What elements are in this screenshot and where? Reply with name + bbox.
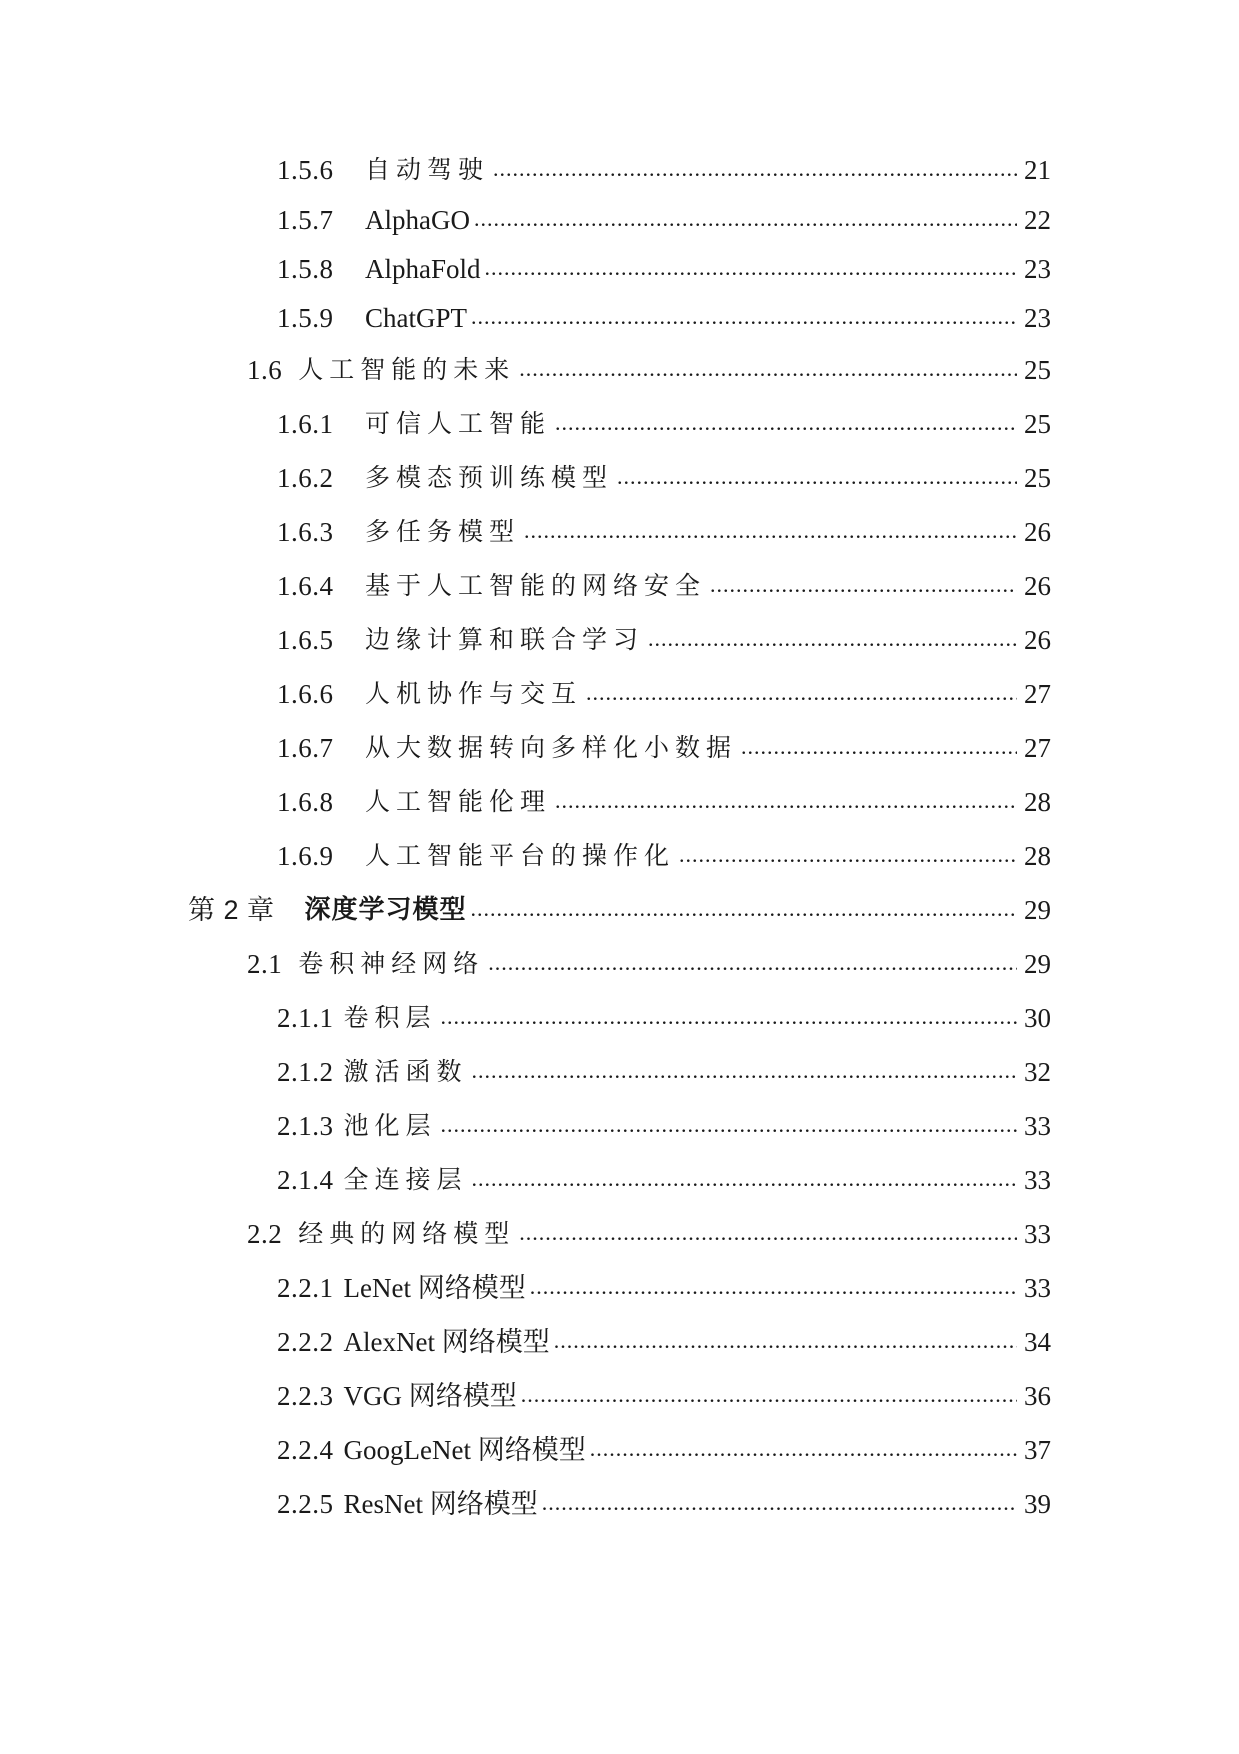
toc-entry-2-1[interactable] — [247, 940, 1051, 980]
toc-title: GoogLeNet 网络模型 — [343, 1435, 586, 1465]
toc-number: 1.6.1 — [277, 409, 334, 439]
toc-number: 1.5.6 — [277, 155, 334, 185]
toc-number: 2.2 — [247, 1219, 283, 1249]
dot-leader — [555, 788, 1017, 814]
dot-leader — [488, 950, 1017, 976]
toc-title: 边缘计算和联合学习 — [365, 625, 645, 654]
toc-entry-1-6-4[interactable] — [277, 562, 1051, 602]
toc-page-number: 33 — [1024, 1111, 1051, 1141]
toc-entry-1-6-7[interactable] — [277, 724, 1051, 764]
dot-leader — [441, 1112, 1017, 1138]
toc-title: 人工智能的未来 — [298, 355, 516, 384]
dot-leader — [590, 1436, 1017, 1462]
dot-leader — [555, 410, 1017, 436]
toc-title: AlphaGO — [365, 205, 470, 235]
toc-entry-2-1-1[interactable] — [277, 994, 1051, 1034]
toc-title: 激活函数 — [343, 1057, 468, 1086]
toc-number: 2.1.4 — [277, 1165, 334, 1195]
toc-entry-1-5-6[interactable] — [277, 146, 1051, 186]
toc-entry-2-2-3[interactable] — [277, 1372, 1051, 1412]
dot-leader — [472, 1058, 1017, 1084]
toc-number: 1.6.8 — [277, 787, 334, 817]
toc-chapter-title: 深度学习模型 — [304, 895, 467, 925]
toc-entry-1-6-2[interactable] — [277, 454, 1051, 494]
toc-number: 2.1 — [247, 949, 283, 979]
dot-leader — [741, 734, 1017, 760]
toc-page-number: 21 — [1024, 155, 1051, 185]
toc-page-number: 27 — [1024, 733, 1051, 763]
toc-title: 卷积神经网络 — [298, 949, 485, 978]
toc-page-number: 37 — [1024, 1435, 1051, 1465]
toc-page-number: 33 — [1024, 1165, 1051, 1195]
toc-page-number: 39 — [1024, 1489, 1051, 1519]
dot-leader — [471, 304, 1017, 330]
dot-leader — [710, 572, 1017, 598]
toc-title: 全连接层 — [343, 1165, 468, 1194]
toc-page-number: 26 — [1024, 625, 1051, 655]
dot-leader — [474, 206, 1017, 232]
toc-page-number: 34 — [1024, 1327, 1051, 1357]
toc-number: 1.5.7 — [277, 205, 334, 235]
toc-number: 1.6.4 — [277, 571, 334, 601]
toc-page-number: 36 — [1024, 1381, 1051, 1411]
toc-number: 1.5.9 — [277, 303, 334, 333]
toc-chapter-2[interactable] — [188, 886, 1051, 926]
toc-title: 池化层 — [343, 1111, 437, 1140]
toc-title: 从大数据转向多样化小数据 — [365, 733, 738, 762]
toc-page-number: 22 — [1024, 205, 1051, 235]
toc-title: 人工智能伦理 — [365, 787, 552, 816]
dot-leader — [485, 255, 1017, 281]
dot-leader — [493, 156, 1017, 182]
toc-title: ChatGPT — [365, 303, 468, 333]
toc-number: 2.2.5 — [277, 1489, 334, 1519]
dot-leader — [524, 518, 1017, 544]
toc-entry-1-5-8[interactable] — [277, 245, 1051, 285]
toc-number: 2.1.3 — [277, 1111, 334, 1141]
toc-title: 自动驾驶 — [365, 155, 490, 184]
dot-leader — [472, 1166, 1017, 1192]
toc-entry-2-1-3[interactable] — [277, 1102, 1051, 1142]
toc-chapter-number: 第 2 章 — [188, 895, 275, 925]
toc-entry-1-6-1[interactable] — [277, 400, 1051, 440]
dot-leader — [471, 896, 1017, 922]
dot-leader — [586, 680, 1017, 706]
toc-page-number: 25 — [1024, 409, 1051, 439]
toc-entry-2-2-5[interactable] — [277, 1480, 1051, 1520]
dot-leader — [648, 626, 1017, 652]
toc-page-number: 29 — [1024, 895, 1051, 925]
toc-number: 1.6.3 — [277, 517, 334, 547]
toc-title: AlexNet 网络模型 — [343, 1327, 550, 1357]
toc-page-number: 30 — [1024, 1003, 1051, 1033]
toc-number: 1.6.5 — [277, 625, 334, 655]
toc-number: 1.6.6 — [277, 679, 334, 709]
toc-entry-1-5-9[interactable] — [277, 294, 1051, 334]
toc-entry-1-6-8[interactable] — [277, 778, 1051, 818]
dot-leader — [542, 1490, 1017, 1516]
toc-title: 卷积层 — [343, 1003, 437, 1032]
toc-title: ResNet 网络模型 — [343, 1489, 538, 1519]
toc-entry-1-6-3[interactable] — [277, 508, 1051, 548]
toc-entry-2-2-1[interactable] — [277, 1264, 1051, 1304]
toc-number: 1.6.9 — [277, 841, 334, 871]
toc-number: 1.5.8 — [277, 254, 334, 284]
toc-number: 2.2.4 — [277, 1435, 334, 1465]
toc-title: 人机协作与交互 — [365, 679, 583, 708]
toc-page-number: 23 — [1024, 303, 1051, 333]
toc-number: 2.2.3 — [277, 1381, 334, 1411]
dot-leader — [521, 1382, 1017, 1408]
toc-page-number: 33 — [1024, 1273, 1051, 1303]
toc-page-number: 26 — [1024, 571, 1051, 601]
dot-leader — [519, 356, 1017, 382]
toc-entry-2-2-4[interactable] — [277, 1426, 1051, 1466]
dot-leader — [530, 1274, 1017, 1300]
toc-title: 可信人工智能 — [365, 409, 552, 438]
toc-title: 多模态预训练模型 — [365, 463, 614, 492]
toc-entry-2-2-2[interactable] — [277, 1318, 1051, 1358]
toc-title: 多任务模型 — [365, 517, 521, 546]
toc-number: 2.1.2 — [277, 1057, 334, 1087]
toc-page-number: 26 — [1024, 517, 1051, 547]
toc-page-number: 28 — [1024, 841, 1051, 871]
dot-leader — [617, 464, 1017, 490]
toc-entry-2-1-2[interactable] — [277, 1048, 1051, 1088]
toc-page-number: 33 — [1024, 1219, 1051, 1249]
toc-number: 1.6 — [247, 355, 283, 385]
toc-title: 基于人工智能的网络安全 — [365, 571, 707, 600]
toc-entry-1-6-5[interactable] — [277, 616, 1051, 656]
toc-entry-1-5-7[interactable] — [277, 196, 1051, 236]
toc-page-number: 27 — [1024, 679, 1051, 709]
toc-entry-2-1-4[interactable] — [277, 1156, 1051, 1196]
toc-page-number: 25 — [1024, 463, 1051, 493]
toc-page-number: 32 — [1024, 1057, 1051, 1087]
toc-page-number: 25 — [1024, 355, 1051, 385]
toc-title: AlphaFold — [365, 254, 481, 284]
toc-title: 人工智能平台的操作化 — [365, 841, 676, 870]
toc-number: 2.2.1 — [277, 1273, 334, 1303]
toc-entry-1-6-6[interactable] — [277, 670, 1051, 710]
toc-title: 经典的网络模型 — [298, 1219, 516, 1248]
toc-page-number: 28 — [1024, 787, 1051, 817]
dot-leader — [519, 1220, 1017, 1246]
toc-number: 1.6.2 — [277, 463, 334, 493]
toc-title: VGG 网络模型 — [343, 1381, 517, 1411]
toc-number: 2.1.1 — [277, 1003, 334, 1033]
dot-leader — [679, 842, 1017, 868]
toc-page-number: 23 — [1024, 254, 1051, 284]
toc-number: 1.6.7 — [277, 733, 334, 763]
toc-title: LeNet 网络模型 — [343, 1273, 526, 1303]
dot-leader — [554, 1328, 1017, 1354]
toc-entry-2-2[interactable] — [247, 1210, 1051, 1250]
toc-entry-1-6[interactable] — [247, 346, 1051, 386]
toc-entry-1-6-9[interactable] — [277, 832, 1051, 872]
toc-number: 2.2.2 — [277, 1327, 334, 1357]
dot-leader — [441, 1004, 1017, 1030]
toc-page-number: 29 — [1024, 949, 1051, 979]
